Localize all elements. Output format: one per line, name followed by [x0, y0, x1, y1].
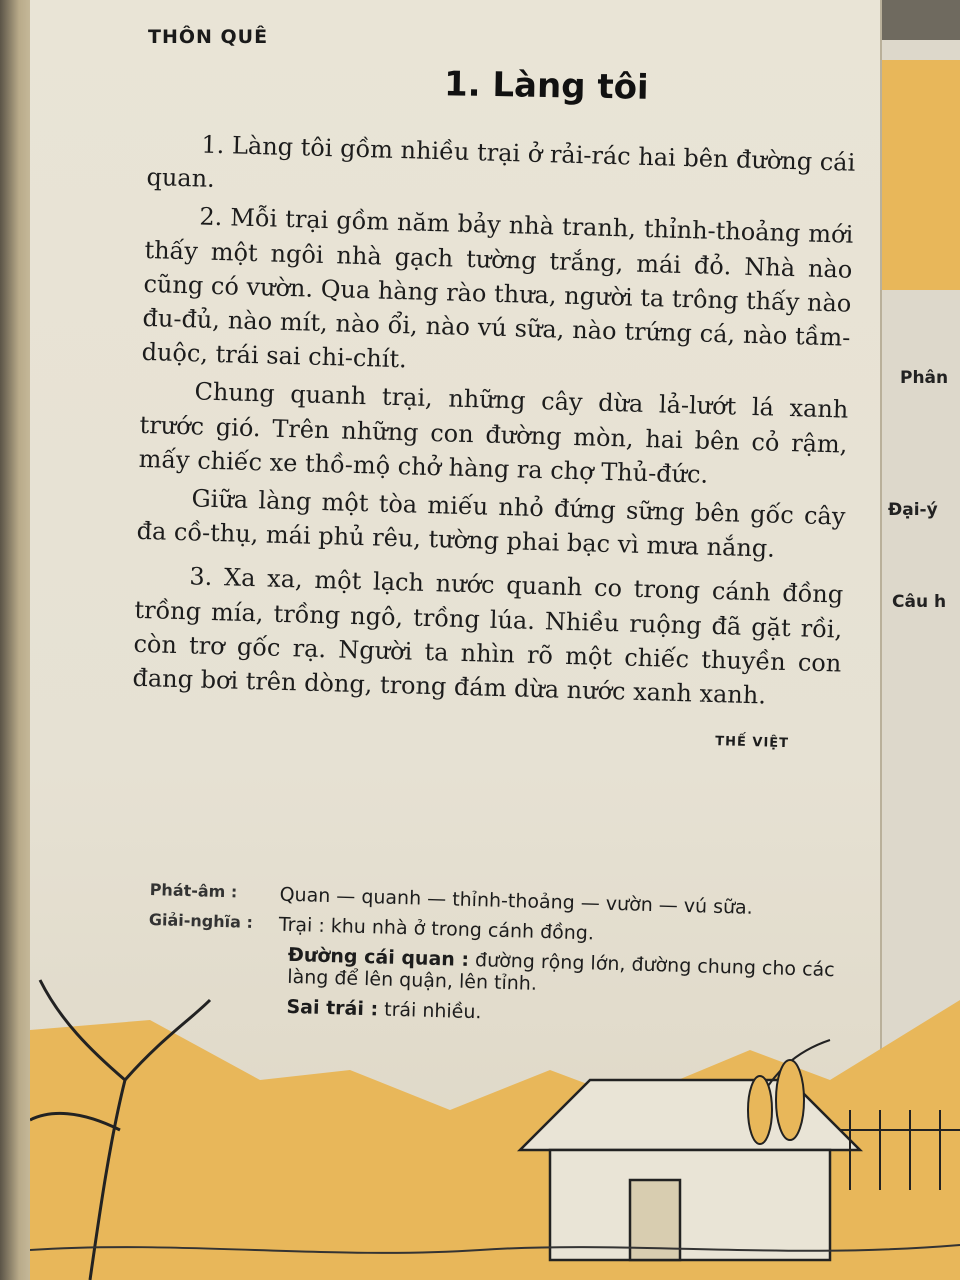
paragraph-2: 2. Mỗi trại gồm năm bảy nhà tranh, thỉnh-thoảng mới thấy một ngôi nhà gạch tường trắng, mái đỏ. Nhà nào cũng có vườn. Qua hàng rào thưa, người ta trông thấy nào đu-đủ, nào mít, nào ổi, nào vú sữa, nào trứng cá, nào tầm-duộc, trái sai chi-chít. [141, 202, 854, 374]
lesson-body [131, 126, 856, 763]
thatched-house-icon [520, 1080, 860, 1260]
village-illustration [30, 960, 960, 1280]
definition-3-term: Sai trái : [286, 995, 379, 1021]
author-name: THẾ VIỆT [715, 734, 790, 752]
section-header: THÔN QUÊ [148, 26, 269, 48]
definition-2-text: đường rộng lớn, đường chung cho các làng để lên quận, lên tỉnh. [287, 949, 835, 995]
paragraph-1: 1. Làng tôi gồm nhiều trại ở rải-rác hai bên đường cái quan. [146, 130, 856, 194]
definition-3-text: trái nhiều. [383, 998, 482, 1024]
definition-2-term: Đường cái quan : [287, 943, 470, 971]
paragraph-4: Giữa làng một tòa miếu nhỏ đứng sững bên gốc cây đa cồ-thụ, mái phủ rêu, tường phai bạc vì mưa nắng. [136, 484, 846, 563]
definition-1: Trại : khu nhà ở trong cánh đồng. [278, 913, 595, 945]
right-page-label-cau-hoi: Câu h [892, 592, 947, 612]
right-page-label-dai-y: Đại-ý [888, 500, 938, 520]
paragraph-3: Chung quanh trại, những cây dừa lả-lướt lá xanh trước gió. Trên những con đường mòn, hai bên cỏ rậm, mấy chiếc xe thồ-mộ chở hàng ra chợ Thủ-đức. [138, 377, 849, 489]
pronunciation-label: Phát-âm : [149, 880, 238, 902]
right-page-orange-illustration [872, 60, 960, 290]
lesson-title: 1. Làng tôi [443, 64, 650, 108]
right-page-label-phan: Phân [900, 368, 949, 388]
paragraph-5: 3. Xa xa, một lạch nước quanh co trong cánh đồng trồng mía, trồng ngô, trồng lúa. Nhiều ruộng đã gặt rồi, còn trơ gốc rạ. Người ta nhìn rõ một chiếc thuyền con đang bơi trên dòng, trong đám dừa nước xanh xanh. [132, 562, 844, 710]
pronunciation-value: Quan — quanh — thỉnh-thoảng — vườn — vú sữa. [279, 883, 754, 919]
definition-label: Giải-nghĩa : [148, 909, 254, 932]
